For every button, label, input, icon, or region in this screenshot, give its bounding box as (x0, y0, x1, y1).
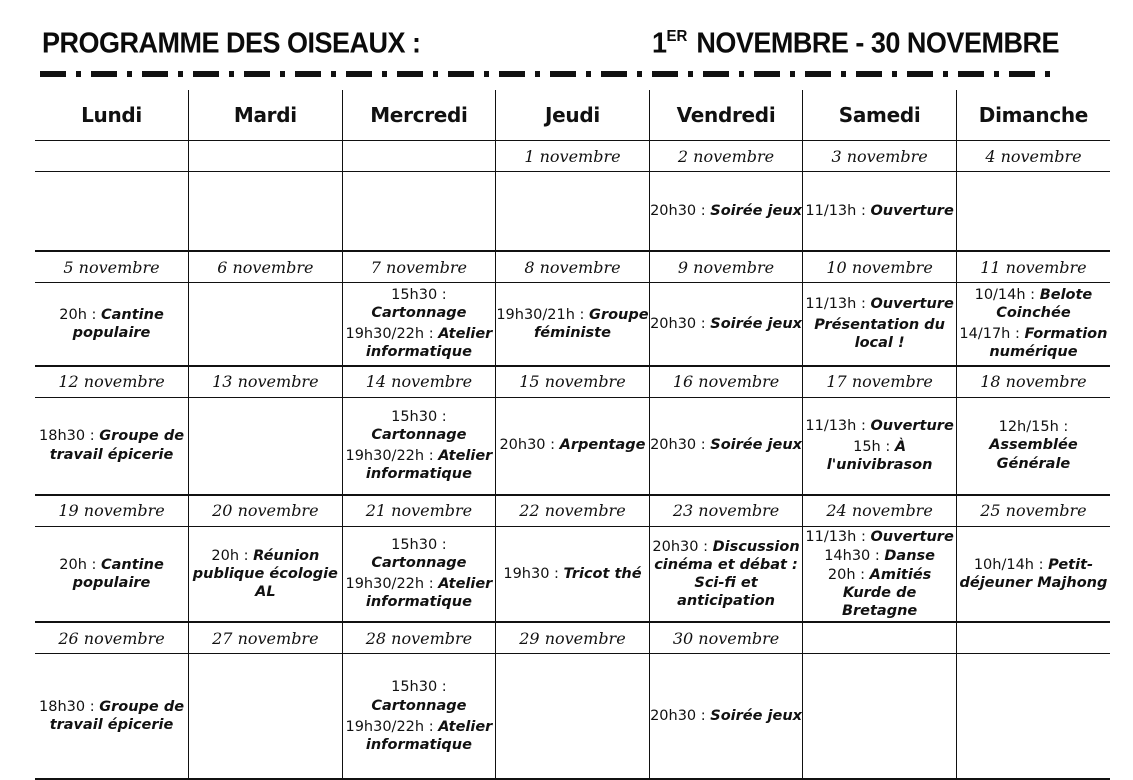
event-name: Cartonnage (371, 426, 467, 443)
day-cell (956, 283, 1110, 366)
day-date: 17 novembre (803, 366, 957, 398)
day-cell (649, 654, 803, 780)
weekday-header: Dimanche (956, 90, 1110, 141)
event-name: Ouverture (870, 528, 954, 545)
event-name: Groupe de travail épicerie (49, 428, 185, 463)
range-rest: NOVEMBRE - 30 NOVEMBRE (696, 27, 1059, 59)
day-date: 30 novembre (649, 622, 803, 654)
event-name: Atelier informatique (365, 448, 493, 483)
event (650, 315, 803, 333)
event (803, 528, 956, 546)
event-name: Présentation du local ! (814, 317, 945, 352)
event (189, 547, 342, 601)
date-row (35, 622, 1110, 654)
events-row (35, 172, 1110, 252)
event-name: Cantine populaire (72, 556, 164, 591)
event (650, 436, 803, 454)
event (343, 536, 496, 572)
day-date: 12 novembre (35, 366, 189, 398)
event-time: 20h30 : (650, 437, 706, 454)
weekday-header: Mardi (189, 90, 343, 141)
event (803, 295, 956, 313)
day-date: 22 novembre (496, 495, 650, 527)
event-time: 12h/15h : (998, 419, 1069, 436)
weekday-header: Samedi (803, 90, 957, 141)
day-cell (649, 526, 803, 622)
event (496, 436, 649, 454)
day-cell (189, 397, 343, 495)
day-cell (35, 397, 189, 495)
event (496, 306, 649, 342)
event-time: 14/17h : (959, 326, 1020, 343)
calendar-body (35, 141, 1110, 780)
event-time: 18h30 : (39, 428, 95, 445)
day-date: 10 novembre (803, 251, 957, 283)
day-cell (956, 654, 1110, 780)
event (650, 538, 803, 611)
day-cell (496, 172, 650, 252)
event-name: Atelier informatique (365, 326, 493, 361)
event-time: 15h30 : (391, 679, 447, 696)
event (803, 547, 956, 565)
day-cell (189, 526, 343, 622)
day-date: 26 novembre (35, 622, 189, 654)
event-time: 19h30/21h : (496, 306, 585, 323)
event (343, 408, 496, 444)
event-time: 15h30 : (391, 537, 447, 554)
event-time: 11/13h : (805, 417, 866, 434)
event-time: 15h30 : (391, 408, 447, 425)
event-time: 20h30 : (650, 202, 706, 219)
weekday-header: Lundi (35, 90, 189, 141)
events-row (35, 526, 1110, 622)
event-name: Discussion cinéma et débat : Sci-fi et anticipation (654, 538, 800, 609)
day-cell (649, 283, 803, 366)
day-cell (803, 526, 957, 622)
day-date: 2 novembre (649, 141, 803, 172)
day-date: 13 novembre (189, 366, 343, 398)
event-name: Ouverture (870, 417, 954, 434)
events-row (35, 654, 1110, 780)
event-time: 10/14h : (974, 287, 1036, 303)
events-row (35, 397, 1110, 495)
event-time: 18h30 : (39, 699, 95, 715)
day-cell (803, 654, 957, 780)
day-date (956, 622, 1110, 654)
day-cell (342, 172, 496, 252)
event-name: Cartonnage (371, 697, 467, 714)
weekday-header: Jeudi (496, 90, 650, 141)
event (957, 418, 1110, 472)
event (957, 286, 1110, 322)
day-date: 8 novembre (496, 251, 650, 283)
day-cell (35, 172, 189, 252)
day-cell (189, 654, 343, 780)
date-row (35, 366, 1110, 398)
event-name: Petit-déjeuner Majhong (959, 556, 1108, 591)
event (803, 438, 956, 474)
event (650, 707, 803, 725)
event-name: Soirée jeux (710, 708, 802, 725)
day-date: 16 novembre (649, 366, 803, 398)
day-cell (35, 654, 189, 780)
day-date (803, 622, 957, 654)
range-start-number: 1 (652, 27, 667, 59)
date-row (35, 495, 1110, 527)
range-start-suffix: ER (666, 27, 688, 46)
day-cell (496, 283, 650, 366)
event-name: Amitiés Kurde de Bretagne (841, 566, 932, 619)
day-date: 4 novembre (956, 141, 1110, 172)
day-date: 27 novembre (189, 622, 343, 654)
day-cell (496, 397, 650, 495)
day-date: 1 novembre (496, 141, 650, 172)
event (803, 316, 956, 352)
event-name: Atelier informatique (365, 576, 493, 611)
event-name: Formation numérique (989, 326, 1108, 361)
day-date: 21 novembre (342, 495, 496, 527)
day-cell (342, 283, 496, 366)
event-name: Groupe féministe (534, 306, 649, 341)
event-name: À l'univibrason (826, 438, 933, 474)
event (343, 718, 496, 754)
day-date: 5 novembre (35, 251, 189, 283)
event (343, 447, 496, 483)
event-time: 11/13h : (805, 202, 866, 219)
event (803, 566, 956, 620)
day-date: 19 novembre (35, 495, 189, 527)
event (343, 575, 496, 611)
event-time: 19h30/22h : (345, 718, 434, 735)
event-time: 14h30 : (824, 547, 880, 564)
day-date (189, 141, 343, 172)
event-time: 11/13h : (805, 296, 866, 313)
event (957, 556, 1110, 592)
event (803, 202, 956, 220)
date-row (35, 141, 1110, 172)
weekday-header: Mercredi (342, 90, 496, 141)
event-time: 20h30 : (650, 708, 706, 725)
date-range-title (652, 27, 1059, 60)
day-cell (956, 397, 1110, 495)
day-cell (803, 283, 957, 366)
event-time: 19h30/22h : (345, 326, 434, 343)
event-name: Soirée jeux (710, 315, 802, 332)
day-date: 9 novembre (649, 251, 803, 283)
day-cell (649, 172, 803, 252)
event-time: 20h : (211, 547, 249, 564)
event-name: Danse (884, 547, 935, 564)
day-date: 20 novembre (189, 495, 343, 527)
day-cell (342, 397, 496, 495)
event (35, 306, 188, 342)
day-date (35, 141, 189, 172)
day-cell (803, 397, 957, 495)
day-cell (35, 526, 189, 622)
day-cell (496, 654, 650, 780)
event-time: 20h : (59, 556, 97, 573)
day-date: 18 novembre (956, 366, 1110, 398)
event-time: 11/13h : (805, 528, 866, 545)
event-time: 20h : (827, 566, 866, 583)
event-name: Ouverture (870, 202, 954, 219)
day-cell (189, 172, 343, 252)
day-cell (956, 172, 1110, 252)
event (35, 698, 188, 734)
day-date: 29 novembre (496, 622, 650, 654)
event (35, 427, 188, 463)
weekday-header-row (35, 90, 1110, 141)
day-date: 23 novembre (649, 495, 803, 527)
day-cell (342, 654, 496, 780)
day-date (342, 141, 496, 172)
day-date: 28 novembre (342, 622, 496, 654)
event-name: Assemblée Générale (989, 437, 1078, 472)
event-time: 20h30 : (499, 437, 556, 454)
event-time: 15h : (853, 438, 891, 455)
day-date: 25 novembre (956, 495, 1110, 527)
event-time: 20h : (59, 306, 97, 323)
event-name: Tricot thé (563, 565, 642, 582)
day-cell (803, 172, 957, 252)
event-name: Soirée jeux (710, 437, 802, 454)
day-date: 15 novembre (496, 366, 650, 398)
event-name: Soirée jeux (710, 202, 802, 219)
event-time: 19h30/22h : (345, 448, 434, 464)
event (650, 202, 803, 220)
day-cell (649, 397, 803, 495)
day-date: 6 novembre (189, 251, 343, 283)
event-name: Cartonnage (371, 555, 467, 572)
page-title: PROGRAMME DES OISEAUX : (42, 27, 421, 59)
event-name: Cantine populaire (72, 306, 164, 341)
day-cell (35, 283, 189, 366)
day-cell (956, 526, 1110, 622)
event (343, 286, 496, 322)
event-time: 20h30 : (650, 315, 706, 332)
day-date: 14 novembre (342, 366, 496, 398)
event (957, 325, 1110, 361)
day-cell (189, 283, 343, 366)
event-name: Réunion publique écologie AL (192, 547, 338, 600)
day-cell (496, 526, 650, 622)
day-date: 24 novembre (803, 495, 957, 527)
event-name: Belote Coinchée (996, 287, 1093, 322)
day-date: 3 novembre (803, 141, 957, 172)
event (35, 556, 188, 592)
event-name: Arpentage (559, 437, 646, 454)
event (343, 678, 496, 714)
day-date: 11 novembre (956, 251, 1110, 283)
events-row (35, 283, 1110, 366)
day-date: 7 novembre (342, 251, 496, 283)
event-time: 20h30 : (652, 538, 708, 555)
weekday-header: Vendredi (649, 90, 803, 141)
event-time: 10h/14h : (973, 556, 1044, 573)
event (496, 565, 649, 583)
event-time: 19h30/22h : (345, 576, 434, 593)
event (803, 417, 956, 435)
event-name: Groupe de travail épicerie (49, 699, 185, 734)
day-cell (342, 526, 496, 622)
date-row (35, 251, 1110, 283)
event-name: Cartonnage (371, 305, 467, 322)
event-time: 15h30 : (391, 287, 447, 303)
dashed-divider (40, 71, 1060, 77)
calendar-grid (35, 90, 1110, 780)
event-time: 19h30 : (503, 565, 559, 582)
event-name: Ouverture (870, 296, 954, 313)
event (343, 325, 496, 361)
event-name: Atelier informatique (365, 718, 493, 753)
